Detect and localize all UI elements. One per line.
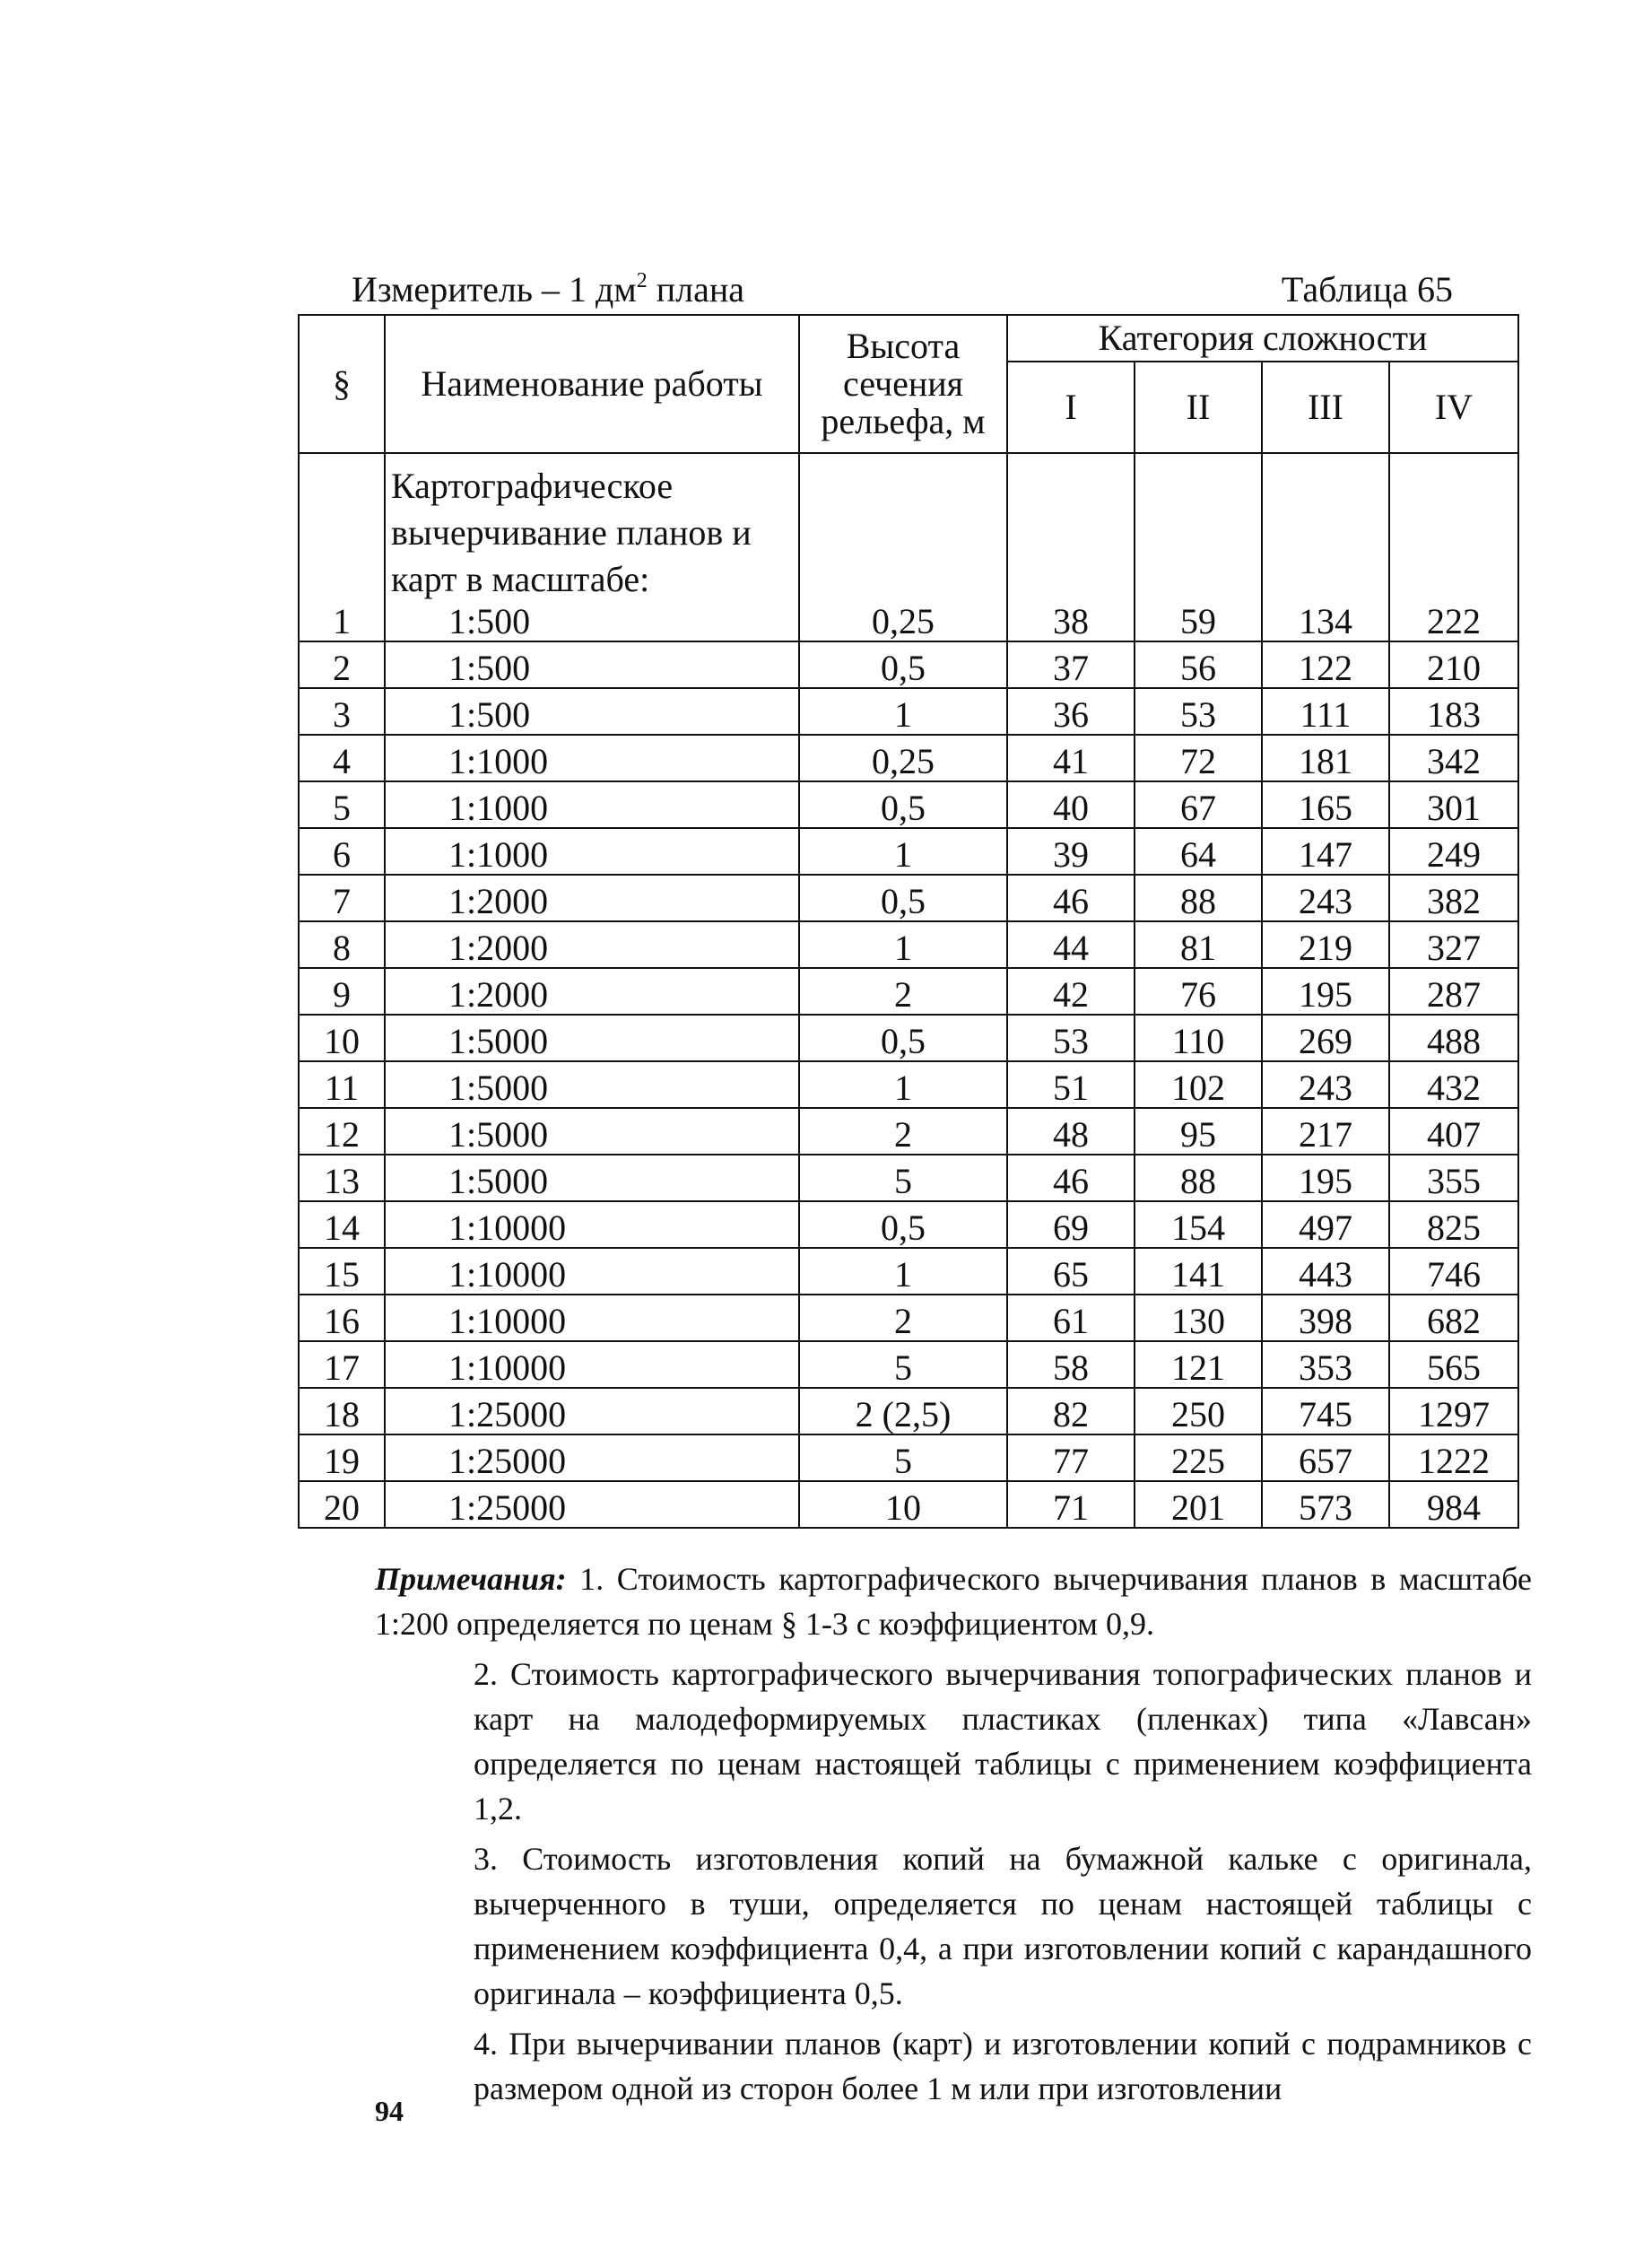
- cell-work-name: [385, 781, 799, 828]
- cell-relief-height: 5: [799, 1341, 1007, 1388]
- cell-category-iii: 195: [1262, 968, 1389, 1015]
- cell-paragraph-number: 1: [299, 453, 385, 641]
- note-item: Примечания: 1. Стоимость картографического вычерчивания планов в масштабе 1:200 определяется по ценам § 1-3 с коэффициентом 0,9.: [375, 1561, 1533, 1642]
- scale-value: 1:500: [448, 601, 531, 641]
- cell-relief-height: 2: [799, 1108, 1007, 1155]
- cell-category-iii: 443: [1262, 1248, 1389, 1295]
- cell-category-i: 40: [1007, 781, 1135, 828]
- cell-category-i: 39: [1007, 828, 1135, 875]
- table-row: [299, 968, 1518, 1015]
- cell-category-ii: 95: [1135, 1108, 1262, 1155]
- notes-label: Примечания:: [375, 1561, 567, 1597]
- cell-category-ii: 56: [1135, 641, 1262, 688]
- scale-value: 1:2000: [448, 974, 549, 1015]
- cell-category-iii: 573: [1262, 1481, 1389, 1528]
- cell-category-iii: 122: [1262, 641, 1389, 688]
- cell-work-name: [385, 1295, 799, 1341]
- table-caption: [352, 267, 1453, 312]
- cell-category-iii: 745: [1262, 1388, 1389, 1434]
- scale-value: 1:5000: [448, 1021, 549, 1061]
- cell-relief-height: 5: [799, 1155, 1007, 1201]
- cell-category-iii: 195: [1262, 1155, 1389, 1201]
- cell-category-iii: 217: [1262, 1108, 1389, 1155]
- cell-work-name: [385, 1248, 799, 1295]
- cell-category-iv: 222: [1389, 453, 1518, 641]
- table-row: [299, 1155, 1518, 1201]
- header-work-name: Наименование работы: [385, 315, 799, 453]
- cell-relief-height: 5: [799, 1434, 1007, 1481]
- cell-work-name: [385, 1015, 799, 1061]
- cell-paragraph-number: 17: [299, 1341, 385, 1388]
- cell-work-name: [385, 1481, 799, 1528]
- cell-work-name: [385, 1201, 799, 1248]
- table-row: [299, 781, 1518, 828]
- cell-category-iv: 183: [1389, 688, 1518, 735]
- note-item: 4. При вычерчивании планов (карт) и изготовлении копий с подрамников с размером одной из сторон более 1 м или при изготовлении: [474, 2026, 1532, 2106]
- cell-paragraph-number: 16: [299, 1295, 385, 1341]
- scale-value: 1:10000: [448, 1301, 567, 1341]
- cell-work-name: [385, 1155, 799, 1201]
- table-row: [299, 641, 1518, 688]
- cell-category-iv: 210: [1389, 641, 1518, 688]
- header-category-iii: III: [1262, 362, 1389, 453]
- cell-category-i: 46: [1007, 1155, 1135, 1201]
- cell-paragraph-number: 15: [299, 1248, 385, 1295]
- cell-relief-height: 10: [799, 1481, 1007, 1528]
- scale-value: 1:10000: [448, 1208, 567, 1248]
- cell-category-ii: 250: [1135, 1388, 1262, 1434]
- cell-work-name: [385, 1388, 799, 1434]
- cell-category-iv: 382: [1389, 875, 1518, 921]
- cell-category-i: 36: [1007, 688, 1135, 735]
- cell-relief-height: 1: [799, 1061, 1007, 1108]
- notes-section: [375, 1556, 1532, 2116]
- cell-paragraph-number: 6: [299, 828, 385, 875]
- cell-category-iv: 432: [1389, 1061, 1518, 1108]
- table-row: [299, 688, 1518, 735]
- cell-category-ii: 88: [1135, 1155, 1262, 1201]
- cell-relief-height: 0,25: [799, 453, 1007, 641]
- cell-paragraph-number: 13: [299, 1155, 385, 1201]
- cell-category-i: 51: [1007, 1061, 1135, 1108]
- cell-category-iii: 181: [1262, 735, 1389, 781]
- cell-category-ii: 72: [1135, 735, 1262, 781]
- cell-category-i: 58: [1007, 1341, 1135, 1388]
- cell-category-i: 69: [1007, 1201, 1135, 1248]
- cell-category-iii: 657: [1262, 1434, 1389, 1481]
- cell-category-ii: 110: [1135, 1015, 1262, 1061]
- cell-paragraph-number: 10: [299, 1015, 385, 1061]
- cell-relief-height: 0,5: [799, 1201, 1007, 1248]
- cell-category-ii: 102: [1135, 1061, 1262, 1108]
- cell-work-name: [385, 968, 799, 1015]
- cell-category-iv: 1297: [1389, 1388, 1518, 1434]
- table-row: [299, 735, 1518, 781]
- cell-category-ii: 121: [1135, 1341, 1262, 1388]
- cell-category-iv: 682: [1389, 1295, 1518, 1341]
- cell-paragraph-number: 11: [299, 1061, 385, 1108]
- scale-value: 1:1000: [448, 741, 549, 781]
- cell-category-i: 53: [1007, 1015, 1135, 1061]
- cell-category-i: 71: [1007, 1481, 1135, 1528]
- cell-relief-height: 1: [799, 1248, 1007, 1295]
- scale-value: 1:25000: [448, 1441, 567, 1481]
- scale-value: 1:2000: [448, 881, 549, 921]
- cell-category-iii: 111: [1262, 688, 1389, 735]
- cell-category-iv: 327: [1389, 921, 1518, 968]
- table-row: [299, 1015, 1518, 1061]
- scale-value: 1:25000: [448, 1394, 567, 1434]
- scale-value: 1:5000: [448, 1114, 549, 1155]
- cell-work-name: [385, 1341, 799, 1388]
- table-row: [299, 1434, 1518, 1481]
- scale-value: 1:10000: [448, 1254, 567, 1295]
- cell-work-name: [385, 688, 799, 735]
- cell-paragraph-number: 5: [299, 781, 385, 828]
- note-item: 2. Стоимость картографического вычерчивания топографических планов и карт на малодеформируемых пластиках (пленках) типа «Лавсан» определяется по ценам настоящей таблицы с применением коэффициента 1,2.: [474, 1656, 1532, 1827]
- cell-category-iii: 497: [1262, 1201, 1389, 1248]
- cell-category-ii: 59: [1135, 453, 1262, 641]
- cell-work-name: [385, 1434, 799, 1481]
- cell-category-i: 37: [1007, 641, 1135, 688]
- cell-category-ii: 201: [1135, 1481, 1262, 1528]
- cell-category-i: 38: [1007, 453, 1135, 641]
- cell-relief-height: 1: [799, 828, 1007, 875]
- cell-category-iii: 219: [1262, 921, 1389, 968]
- cell-paragraph-number: 4: [299, 735, 385, 781]
- cell-category-iv: 746: [1389, 1248, 1518, 1295]
- cell-relief-height: 0,5: [799, 781, 1007, 828]
- cell-relief-height: 2: [799, 968, 1007, 1015]
- cell-category-iv: 825: [1389, 1201, 1518, 1248]
- cell-work-name: [385, 735, 799, 781]
- cell-category-iv: 342: [1389, 735, 1518, 781]
- cell-category-iv: 488: [1389, 1015, 1518, 1061]
- cell-category-iii: 353: [1262, 1341, 1389, 1388]
- cell-category-i: 82: [1007, 1388, 1135, 1434]
- table-row: [299, 828, 1518, 875]
- scale-value: 1:500: [448, 648, 531, 688]
- header-category-i: I: [1007, 362, 1135, 453]
- cell-work-name: [385, 921, 799, 968]
- cell-category-i: 65: [1007, 1248, 1135, 1295]
- cell-category-ii: 76: [1135, 968, 1262, 1015]
- measurement-unit: Измеритель – 1 $дм^2$ плана: [352, 269, 744, 310]
- cell-category-i: 77: [1007, 1434, 1135, 1481]
- cell-category-i: 41: [1007, 735, 1135, 781]
- cell-paragraph-number: 12: [299, 1108, 385, 1155]
- cell-category-iii: 134: [1262, 453, 1389, 641]
- cell-category-iv: 287: [1389, 968, 1518, 1015]
- cell-category-i: 61: [1007, 1295, 1135, 1341]
- cell-category-i: 46: [1007, 875, 1135, 921]
- table-row: [299, 921, 1518, 968]
- cell-category-i: 42: [1007, 968, 1135, 1015]
- cell-category-ii: 81: [1135, 921, 1262, 968]
- scale-value: 1:1000: [448, 834, 549, 875]
- cell-category-iv: 301: [1389, 781, 1518, 828]
- cell-category-iii: 243: [1262, 1061, 1389, 1108]
- cell-work-name: [385, 875, 799, 921]
- table-row: [299, 1201, 1518, 1248]
- table-row: [299, 453, 1518, 641]
- table-row: [299, 1108, 1518, 1155]
- cell-paragraph-number: 7: [299, 875, 385, 921]
- scale-value: 1:10000: [448, 1347, 567, 1388]
- cell-relief-height: 1: [799, 688, 1007, 735]
- table-header: [299, 315, 1518, 453]
- cell-category-ii: 53: [1135, 688, 1262, 735]
- table-body: [299, 453, 1518, 1528]
- table-row: [299, 1481, 1518, 1528]
- header-category-ii: II: [1135, 362, 1262, 453]
- cell-paragraph-number: 2: [299, 641, 385, 688]
- scale-value: 1:5000: [448, 1161, 549, 1201]
- cell-relief-height: 0,5: [799, 1015, 1007, 1061]
- cell-category-iv: 1222: [1389, 1434, 1518, 1481]
- scale-value: 1:500: [448, 694, 531, 735]
- cell-work-name: [385, 1108, 799, 1155]
- cell-relief-height: 1: [799, 921, 1007, 968]
- table-row: [299, 1295, 1518, 1341]
- table-row: [299, 1341, 1518, 1388]
- cell-category-ii: 141: [1135, 1248, 1262, 1295]
- cell-category-iii: 165: [1262, 781, 1389, 828]
- cell-paragraph-number: 20: [299, 1481, 385, 1528]
- cell-category-iv: 407: [1389, 1108, 1518, 1155]
- scale-value: 1:25000: [448, 1487, 567, 1528]
- cell-category-iii: 243: [1262, 875, 1389, 921]
- cell-category-i: 44: [1007, 921, 1135, 968]
- scale-value: 1:2000: [448, 928, 549, 968]
- cell-relief-height: 2 (2,5): [799, 1388, 1007, 1434]
- cell-category-ii: 154: [1135, 1201, 1262, 1248]
- cell-category-iv: 565: [1389, 1341, 1518, 1388]
- scale-value: 1:1000: [448, 788, 549, 828]
- cell-category-ii: 67: [1135, 781, 1262, 828]
- cell-relief-height: 0,5: [799, 641, 1007, 688]
- page-number: 94: [375, 2095, 404, 2127]
- cell-work-name: [385, 1061, 799, 1108]
- cell-category-iv: 249: [1389, 828, 1518, 875]
- cell-paragraph-number: 8: [299, 921, 385, 968]
- table-row: [299, 1248, 1518, 1295]
- cell-paragraph-number: 9: [299, 968, 385, 1015]
- table-row: [299, 875, 1518, 921]
- cell-work-name: [385, 828, 799, 875]
- scale-value: 1:5000: [448, 1068, 549, 1108]
- cell-paragraph-number: 14: [299, 1201, 385, 1248]
- cell-category-i: 48: [1007, 1108, 1135, 1155]
- table-row: [299, 1061, 1518, 1108]
- price-table: [298, 314, 1519, 1529]
- cell-category-ii: 225: [1135, 1434, 1262, 1481]
- table-number: Таблица 65: [1281, 269, 1453, 310]
- cell-work-name: [385, 453, 799, 641]
- cell-category-ii: 64: [1135, 828, 1262, 875]
- cell-relief-height: 2: [799, 1295, 1007, 1341]
- table-row: [299, 1388, 1518, 1434]
- cell-category-iv: 984: [1389, 1481, 1518, 1528]
- cell-paragraph-number: 18: [299, 1388, 385, 1434]
- cell-work-name: [385, 641, 799, 688]
- cell-relief-height: 0,5: [799, 875, 1007, 921]
- work-description: Картографическое вычерчивание планов и карт в масштабе:: [391, 466, 752, 599]
- note-item: 3. Стоимость изготовления копий на бумажной кальке с оригинала, вычерченного в туши, определяется по ценам настоящей таблицы с применением коэффициента 0,4, а при изготовлении копий с карандашного оригинала – коэффициента 0,5.: [474, 1841, 1532, 2011]
- cell-paragraph-number: 19: [299, 1434, 385, 1481]
- header-complexity-category: Категория сложности: [1007, 315, 1518, 362]
- header-relief-height: Высота сечения рельефа, м: [799, 315, 1007, 453]
- cell-category-ii: 130: [1135, 1295, 1262, 1341]
- header-category-iv: IV: [1389, 362, 1518, 453]
- cell-category-ii: 88: [1135, 875, 1262, 921]
- cell-paragraph-number: 3: [299, 688, 385, 735]
- cell-category-iii: 398: [1262, 1295, 1389, 1341]
- cell-category-iv: 355: [1389, 1155, 1518, 1201]
- cell-category-iii: 269: [1262, 1015, 1389, 1061]
- cell-category-iii: 147: [1262, 828, 1389, 875]
- header-paragraph: §: [299, 315, 385, 453]
- cell-relief-height: 0,25: [799, 735, 1007, 781]
